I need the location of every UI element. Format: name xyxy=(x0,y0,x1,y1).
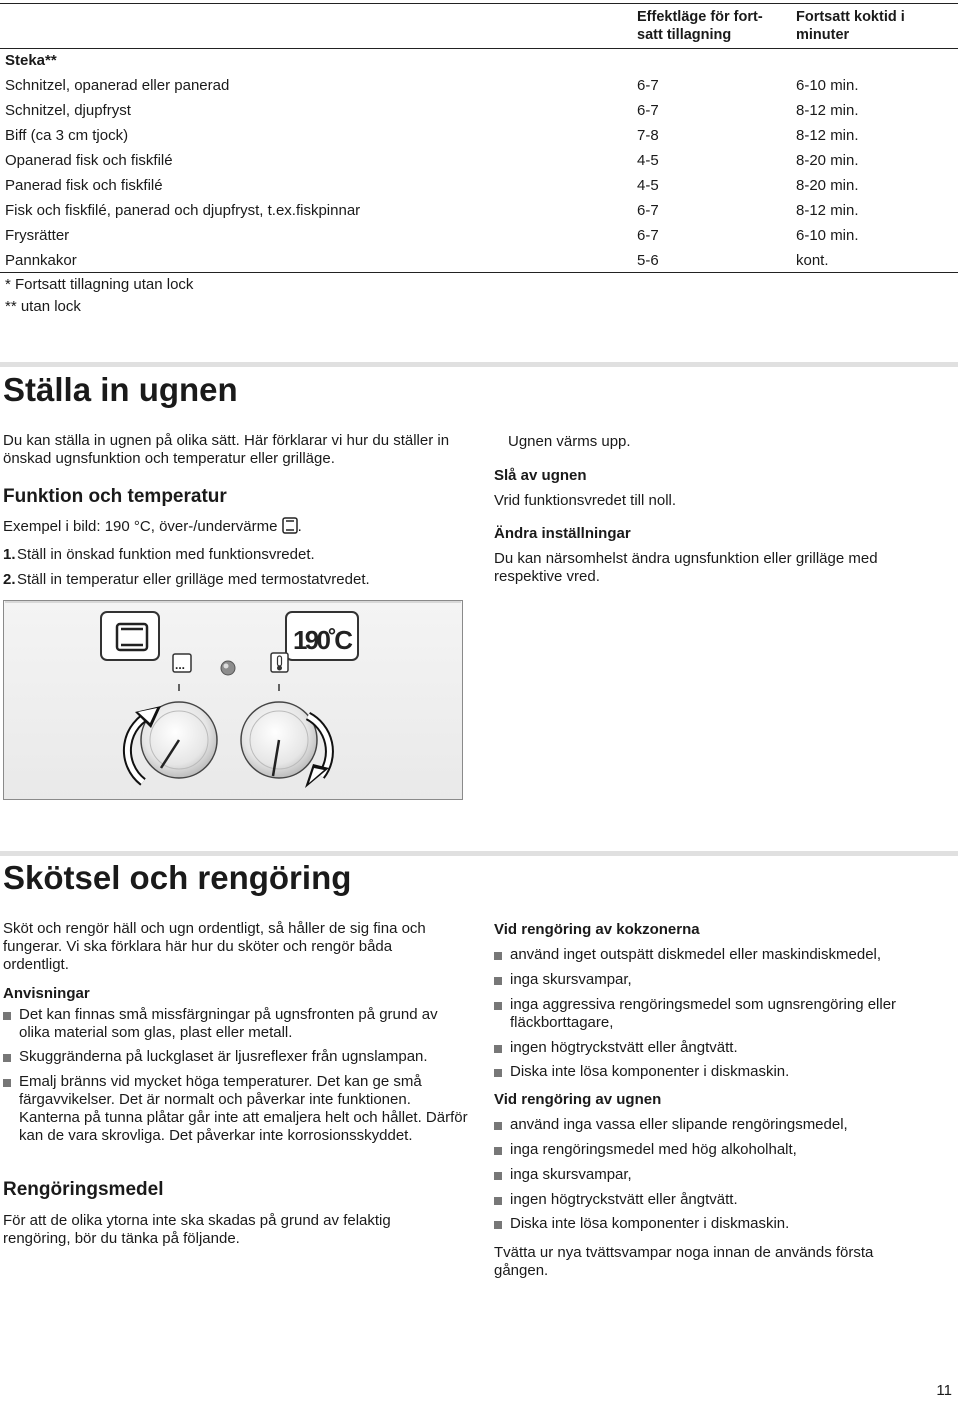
table-row xyxy=(0,223,958,248)
power-cell: 5-6 xyxy=(637,252,659,269)
table-header-rule xyxy=(0,48,958,49)
step-number: 2. xyxy=(3,571,16,588)
table-row xyxy=(0,173,958,198)
dots-symbol-icon xyxy=(173,654,191,672)
turn-off-heading: Slå av ugnen xyxy=(494,467,587,484)
step-text: Ställ in önskad funktion med funktionsvredet. xyxy=(17,546,315,563)
power-cell: 4-5 xyxy=(637,177,659,194)
list-item: inga rengöringsmedel med hög alkoholhalt, xyxy=(494,1141,950,1159)
step-item xyxy=(3,546,315,563)
oven-cleaning-heading: Vid rengöring av ugnen xyxy=(494,1091,662,1108)
power-cell: 6-7 xyxy=(637,202,659,219)
dish-cell: Schnitzel, opanerad eller panerad xyxy=(5,77,230,94)
table-row xyxy=(0,98,958,123)
control-panel-illustration xyxy=(3,600,463,800)
dish-cell: Fisk och fiskfilé, panerad och djupfryst, t.ex.fiskpinnar xyxy=(5,202,361,219)
time-cell: 6-10 min. xyxy=(796,77,859,94)
list-item: Det kan finnas små missfärgningar på ugnsfronten på grund av olika material som glas, plast eller metall. xyxy=(3,1006,469,1042)
time-cell: 8-12 min. xyxy=(796,202,859,219)
step-number: 1. xyxy=(3,546,16,563)
list-item: ingen högtryckstvätt eller ångtvätt. xyxy=(494,1191,950,1209)
heating-text: Ugnen värms upp. xyxy=(508,433,631,450)
sponges-text: Tvätta ur nya tvättsvampar noga innan de används första gången. xyxy=(494,1244,874,1279)
notes-heading: Anvisningar xyxy=(3,985,90,1002)
power-cell: 6-7 xyxy=(637,227,659,244)
dish-cell: Frysrätter xyxy=(5,227,70,244)
table-bottom-rule xyxy=(0,272,958,273)
change-settings-text: Du kan närsomhelst ändra ugnsfunktion eller grilläge med respektive vred. xyxy=(494,550,878,585)
indicator-lamp-icon xyxy=(221,661,235,675)
section-bar xyxy=(0,851,958,856)
list-item: Skuggränderna på luckglaset är ljusreflexer från ugnslampan. xyxy=(3,1048,469,1066)
power-cell: 6-7 xyxy=(637,77,659,94)
setup-example xyxy=(3,517,463,539)
table-note: * Fortsatt tillagning utan lock xyxy=(5,276,194,293)
time-cell: 6-10 min. xyxy=(796,227,859,244)
list-item: Emalj bränns vid mycket höga temperaturer. Det kan ge små färgavvikelser. Det är normalt och påverkar inte funktionen. Kanterna på tunna plåtar går inte att emaljera helt och hållet. Därför kan de vara skrovliga. Det påverkar inte korrosionsskyddet. xyxy=(3,1073,469,1145)
oven-function-display xyxy=(101,612,159,660)
dish-cell: Pannkakor xyxy=(5,252,77,269)
list-item: ingen högtryckstvätt eller ångtvätt. xyxy=(494,1039,950,1057)
table-row xyxy=(0,198,958,223)
care-intro: Sköt och rengör häll och ugn ordentligt, så håller de sig fina och fungerar. Vi ska förklara här hur du sköter och rengör båda ordentligt. xyxy=(3,920,426,973)
page-number: 11 xyxy=(936,1382,952,1399)
change-settings-heading: Ändra inställningar xyxy=(494,525,631,542)
temperature-readout: 190˚C xyxy=(293,625,353,655)
example-end: . xyxy=(297,518,302,535)
example-text: Exempel i bild: 190 °C, över-/undervärme xyxy=(3,518,278,535)
dish-cell: Panerad fisk och fiskfilé xyxy=(5,177,163,194)
table-header-time: Fortsatt koktid i minuter xyxy=(796,9,905,43)
list-item: använd inget outspätt diskmedel eller maskindiskmedel, xyxy=(494,946,950,964)
time-cell: kont. xyxy=(796,252,829,269)
subsection-title: Rengöringsmedel xyxy=(3,1179,164,1200)
dish-cell: Biff (ca 3 cm tjock) xyxy=(5,127,129,144)
table-note: ** utan lock xyxy=(5,298,81,315)
dish-cell: Opanerad fisk och fiskfilé xyxy=(5,152,173,169)
section-title: Ställa in ugnen xyxy=(3,371,238,408)
list-item: använd inga vassa eller slipande rengöringsmedel, xyxy=(494,1116,950,1134)
dish-cell: Schnitzel, djupfryst xyxy=(5,102,131,119)
thermometer-icon xyxy=(271,653,288,672)
subsection-title: Funktion och temperatur xyxy=(3,486,227,507)
table-row xyxy=(0,148,958,173)
temperature-display xyxy=(286,612,358,660)
time-cell: 8-20 min. xyxy=(796,152,859,169)
power-cell: 4-5 xyxy=(637,152,659,169)
setup-intro: Du kan ställa in ugnen på olika sätt. Här förklarar vi hur du ställer in önskad ugnsfunktion och temperatur eller grilläge. xyxy=(3,432,450,467)
step-item xyxy=(3,571,370,588)
power-cell: 6-7 xyxy=(637,102,659,119)
section-title: Skötsel och rengöring xyxy=(3,859,352,896)
time-cell: 8-12 min. xyxy=(796,127,859,144)
dots-symbol-text: ... xyxy=(175,658,186,672)
time-cell: 8-20 min. xyxy=(796,177,859,194)
list-item: inga skursvampar, xyxy=(494,971,950,989)
table-row xyxy=(0,73,958,98)
top-bottom-heat-icon xyxy=(282,517,298,539)
turn-off-text: Vrid funktionsvredet till noll. xyxy=(494,492,677,509)
zones-heading: Vid rengöring av kokzonerna xyxy=(494,921,700,938)
list-item: inga aggressiva rengöringsmedel som ugnsrengöring eller fläckborttagare, xyxy=(494,996,950,1032)
list-item: Diska inte lösa komponenter i diskmaskin. xyxy=(494,1215,950,1233)
table-top-rule xyxy=(0,3,958,4)
agents-text: För att de olika ytorna inte ska skadas på grund av felaktig rengöring, bör du tänka på följande. xyxy=(3,1212,391,1247)
time-cell: 8-12 min. xyxy=(796,102,859,119)
table-row xyxy=(0,123,958,148)
table-header-power: Effektläge för fort- satt tillagning xyxy=(637,9,763,43)
section-bar xyxy=(0,362,958,367)
step-text: Ställ in temperatur eller grilläge med termostatvredet. xyxy=(17,571,370,588)
table-section-label: Steka** xyxy=(5,52,57,69)
power-cell: 7-8 xyxy=(637,127,659,144)
list-item: Diska inte lösa komponenter i diskmaskin. xyxy=(494,1063,950,1081)
list-item: inga skursvampar, xyxy=(494,1166,950,1184)
table-row xyxy=(0,248,958,273)
